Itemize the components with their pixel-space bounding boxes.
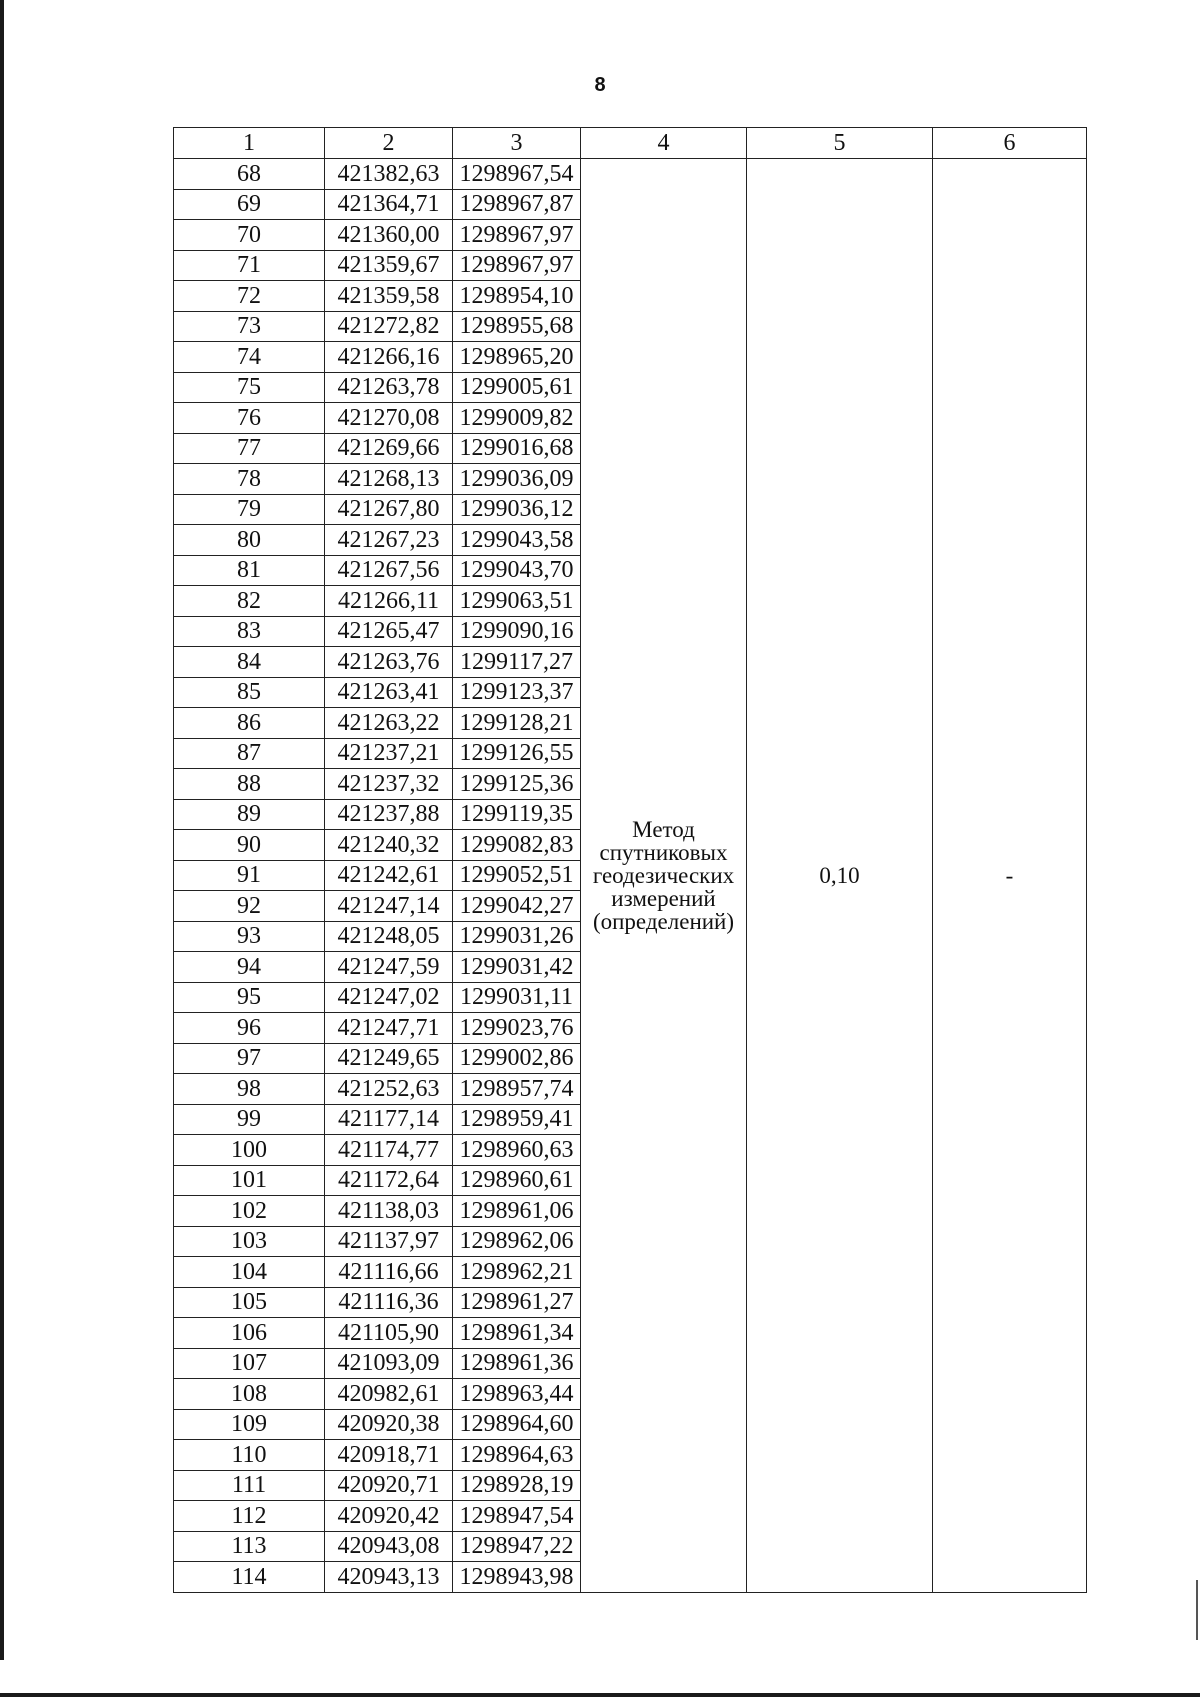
y-coordinate-cell: 1298967,97 [453,220,581,251]
point-number-cell: 72 [174,281,325,312]
point-number-cell: 91 [174,860,325,891]
column-header-1: 1 [174,128,325,159]
point-number-cell: 93 [174,921,325,952]
y-coordinate-cell: 1299031,26 [453,921,581,952]
x-coordinate-cell: 421360,00 [325,220,453,251]
y-coordinate-cell: 1299128,21 [453,708,581,739]
point-number-cell: 98 [174,1074,325,1105]
method-cell [581,159,747,1593]
x-coordinate-cell: 421269,66 [325,433,453,464]
point-number-cell: 74 [174,342,325,373]
column-header-2: 2 [325,128,453,159]
y-coordinate-cell: 1298965,20 [453,342,581,373]
point-number-cell: 77 [174,433,325,464]
y-coordinate-cell: 1298960,61 [453,1165,581,1196]
page-number: 8 [594,74,606,96]
y-coordinate-cell: 1299063,51 [453,586,581,617]
y-coordinate-cell: 1299031,11 [453,982,581,1013]
point-number-cell: 94 [174,952,325,983]
x-coordinate-cell: 421137,97 [325,1226,453,1257]
x-coordinate-cell: 421364,71 [325,189,453,220]
x-coordinate-cell: 421270,08 [325,403,453,434]
x-coordinate-cell: 421263,22 [325,708,453,739]
point-number-cell: 96 [174,1013,325,1044]
header-row [174,128,1087,159]
y-coordinate-cell: 1298928,19 [453,1470,581,1501]
y-coordinate-cell: 1298964,60 [453,1409,581,1440]
point-number-cell: 85 [174,677,325,708]
point-number-cell: 89 [174,799,325,830]
point-number-cell: 112 [174,1501,325,1532]
x-coordinate-cell: 421240,32 [325,830,453,861]
x-coordinate-cell: 421247,02 [325,982,453,1013]
x-coordinate-cell: 421267,56 [325,555,453,586]
x-coordinate-cell: 421359,58 [325,281,453,312]
x-coordinate-cell: 421237,88 [325,799,453,830]
point-number-cell: 103 [174,1226,325,1257]
point-number-cell: 92 [174,891,325,922]
y-coordinate-cell: 1298960,63 [453,1135,581,1166]
x-coordinate-cell: 421172,64 [325,1165,453,1196]
y-coordinate-cell: 1298961,06 [453,1196,581,1227]
point-number-cell: 108 [174,1379,325,1410]
x-coordinate-cell: 421093,09 [325,1348,453,1379]
y-coordinate-cell: 1298947,22 [453,1531,581,1562]
y-coordinate-cell: 1298961,27 [453,1287,581,1318]
y-coordinate-cell: 1298947,54 [453,1501,581,1532]
y-coordinate-cell: 1299043,70 [453,555,581,586]
point-number-cell: 111 [174,1470,325,1501]
point-number-cell: 99 [174,1104,325,1135]
x-coordinate-cell: 420943,08 [325,1531,453,1562]
point-number-cell: 83 [174,616,325,647]
point-number-cell: 81 [174,555,325,586]
note-cell: - [933,159,1087,1593]
point-number-cell: 101 [174,1165,325,1196]
y-coordinate-cell: 1298962,06 [453,1226,581,1257]
table-row [174,159,1087,190]
y-coordinate-cell: 1299009,82 [453,403,581,434]
y-coordinate-cell: 1299005,61 [453,372,581,403]
accuracy-cell: 0,10 [747,159,933,1593]
y-coordinate-cell: 1299036,09 [453,464,581,495]
y-coordinate-cell: 1298963,44 [453,1379,581,1410]
x-coordinate-cell: 420920,42 [325,1501,453,1532]
point-number-cell: 88 [174,769,325,800]
x-coordinate-cell: 421249,65 [325,1043,453,1074]
y-coordinate-cell: 1298964,63 [453,1440,581,1471]
point-number-cell: 100 [174,1135,325,1166]
y-coordinate-cell: 1298943,98 [453,1562,581,1593]
point-number-cell: 114 [174,1562,325,1593]
x-coordinate-cell: 421138,03 [325,1196,453,1227]
x-coordinate-cell: 421263,76 [325,647,453,678]
x-coordinate-cell: 421247,71 [325,1013,453,1044]
point-number-cell: 87 [174,738,325,769]
x-coordinate-cell: 421116,66 [325,1257,453,1288]
x-coordinate-cell: 421177,14 [325,1104,453,1135]
point-number-cell: 107 [174,1348,325,1379]
y-coordinate-cell: 1298961,34 [453,1318,581,1349]
point-number-cell: 84 [174,647,325,678]
x-coordinate-cell: 421267,80 [325,494,453,525]
point-number-cell: 95 [174,982,325,1013]
y-coordinate-cell: 1298957,74 [453,1074,581,1105]
y-coordinate-cell: 1298961,36 [453,1348,581,1379]
x-coordinate-cell: 421242,61 [325,860,453,891]
x-coordinate-cell: 421105,90 [325,1318,453,1349]
scan-edge-bottom [0,1693,1200,1697]
coordinates-table [173,127,1087,1593]
column-header-3: 3 [453,128,581,159]
y-coordinate-cell: 1299119,35 [453,799,581,830]
y-coordinate-cell: 1299125,36 [453,769,581,800]
point-number-cell: 109 [174,1409,325,1440]
point-number-cell: 104 [174,1257,325,1288]
table-header [174,128,1087,159]
point-number-cell: 68 [174,159,325,190]
point-number-cell: 71 [174,250,325,281]
x-coordinate-cell: 421266,11 [325,586,453,617]
method-line: измерений [611,885,716,911]
scan-mark-right [1196,1580,1198,1640]
x-coordinate-cell: 421252,63 [325,1074,453,1105]
x-coordinate-cell: 421382,63 [325,159,453,190]
point-number-cell: 78 [174,464,325,495]
x-coordinate-cell: 421237,21 [325,738,453,769]
x-coordinate-cell: 420943,13 [325,1562,453,1593]
point-number-cell: 113 [174,1531,325,1562]
scan-edge-left [0,0,4,1660]
x-coordinate-cell: 421267,23 [325,525,453,556]
y-coordinate-cell: 1299023,76 [453,1013,581,1044]
y-coordinate-cell: 1298967,97 [453,250,581,281]
x-coordinate-cell: 421268,13 [325,464,453,495]
column-header-5: 5 [747,128,933,159]
point-number-cell: 106 [174,1318,325,1349]
y-coordinate-cell: 1298967,87 [453,189,581,220]
x-coordinate-cell: 421359,67 [325,250,453,281]
column-header-4: 4 [581,128,747,159]
x-coordinate-cell: 420918,71 [325,1440,453,1471]
point-number-cell: 75 [174,372,325,403]
point-number-cell: 86 [174,708,325,739]
column-header-6: 6 [933,128,1087,159]
x-coordinate-cell: 420920,38 [325,1409,453,1440]
method-line: (определений) [592,908,735,934]
method-line: Метод [632,816,695,842]
point-number-cell: 73 [174,311,325,342]
y-coordinate-cell: 1299126,55 [453,738,581,769]
point-number-cell: 110 [174,1440,325,1471]
y-coordinate-cell: 1299036,12 [453,494,581,525]
x-coordinate-cell: 421272,82 [325,311,453,342]
y-coordinate-cell: 1299002,86 [453,1043,581,1074]
point-number-cell: 105 [174,1287,325,1318]
point-number-cell: 80 [174,525,325,556]
x-coordinate-cell: 421263,41 [325,677,453,708]
point-number-cell: 69 [174,189,325,220]
x-coordinate-cell: 421237,32 [325,769,453,800]
point-number-cell: 102 [174,1196,325,1227]
y-coordinate-cell: 1299090,16 [453,616,581,647]
x-coordinate-cell: 421248,05 [325,921,453,952]
x-coordinate-cell: 420982,61 [325,1379,453,1410]
point-number-cell: 70 [174,220,325,251]
y-coordinate-cell: 1298967,54 [453,159,581,190]
y-coordinate-cell: 1299043,58 [453,525,581,556]
table-body [174,159,1087,1593]
point-number-cell: 90 [174,830,325,861]
point-number-cell: 82 [174,586,325,617]
method-line: спутниковых [599,839,728,865]
x-coordinate-cell: 421247,59 [325,952,453,983]
method-line: геодезических [592,862,735,888]
x-coordinate-cell: 420920,71 [325,1470,453,1501]
point-number-cell: 76 [174,403,325,434]
y-coordinate-cell: 1299042,27 [453,891,581,922]
y-coordinate-cell: 1298954,10 [453,281,581,312]
y-coordinate-cell: 1299123,37 [453,677,581,708]
x-coordinate-cell: 421265,47 [325,616,453,647]
y-coordinate-cell: 1298955,68 [453,311,581,342]
y-coordinate-cell: 1299117,27 [453,647,581,678]
point-number-cell: 97 [174,1043,325,1074]
y-coordinate-cell: 1298959,41 [453,1104,581,1135]
x-coordinate-cell: 421174,77 [325,1135,453,1166]
x-coordinate-cell: 421263,78 [325,372,453,403]
x-coordinate-cell: 421247,14 [325,891,453,922]
y-coordinate-cell: 1299016,68 [453,433,581,464]
y-coordinate-cell: 1298962,21 [453,1257,581,1288]
y-coordinate-cell: 1299052,51 [453,860,581,891]
y-coordinate-cell: 1299031,42 [453,952,581,983]
y-coordinate-cell: 1299082,83 [453,830,581,861]
x-coordinate-cell: 421116,36 [325,1287,453,1318]
point-number-cell: 79 [174,494,325,525]
x-coordinate-cell: 421266,16 [325,342,453,373]
